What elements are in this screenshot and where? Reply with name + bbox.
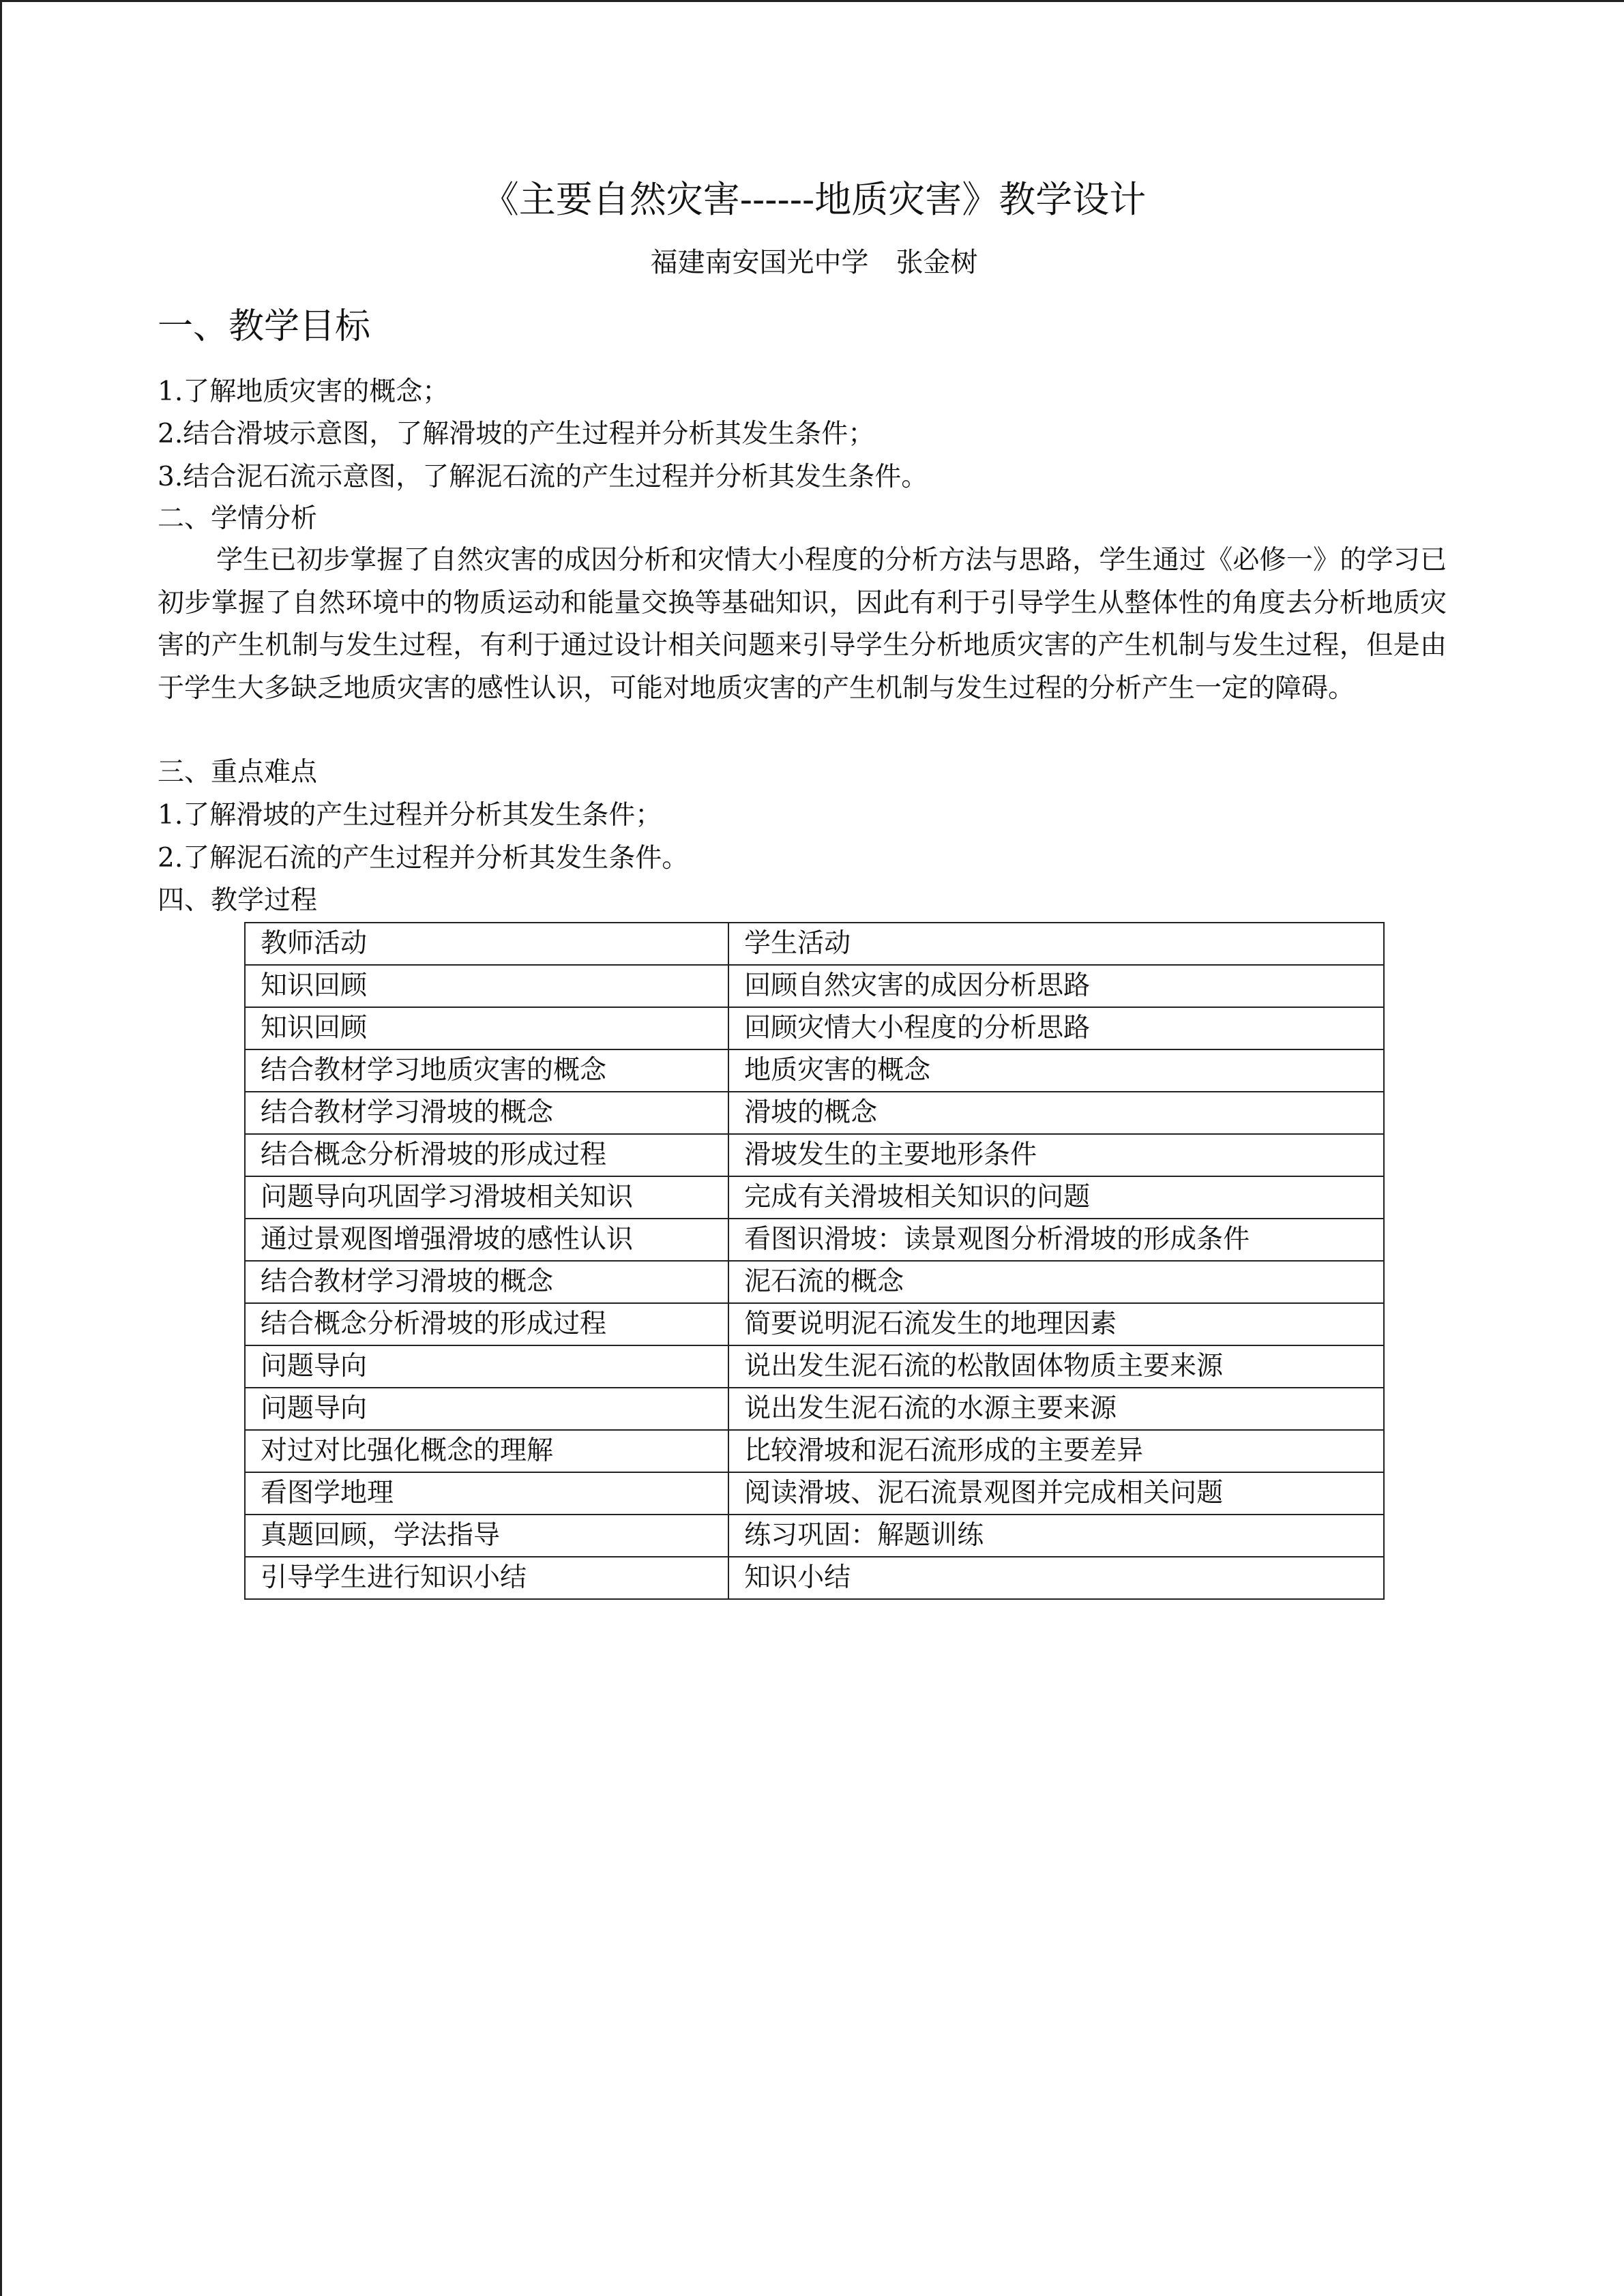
- teacher-activity-cell: 结合概念分析滑坡的形成过程: [245, 1303, 728, 1345]
- document-author: 福建南安国光中学 张金树: [650, 247, 978, 278]
- key-point-item: 2.了解泥石流的产生过程并分析其发生条件。: [158, 843, 689, 874]
- teacher-activity-cell: 看图学地理: [245, 1472, 728, 1515]
- table-header-student: 学生活动: [728, 923, 1384, 965]
- teacher-activity-cell: 结合教材学习地质灾害的概念: [245, 1049, 728, 1092]
- teacher-activity-cell: 问题导向巩固学习滑坡相关知识: [245, 1176, 728, 1219]
- student-activity-cell: 完成有关滑坡相关知识的问题: [728, 1176, 1384, 1219]
- student-activity-cell: 滑坡发生的主要地形条件: [728, 1134, 1384, 1176]
- table-row: [245, 1134, 1384, 1176]
- teacher-activity-cell: 引导学生进行知识小结: [245, 1557, 728, 1599]
- key-point-item: 1.了解滑坡的产生过程并分析其发生条件；: [158, 800, 662, 831]
- section-heading-analysis: 二、学情分析: [158, 503, 318, 534]
- teacher-activity-cell: 问题导向: [245, 1345, 728, 1388]
- objective-item: 3.结合泥石流示意图，了解泥石流的产生过程并分析其发生条件。: [158, 462, 928, 492]
- teacher-activity-cell: 结合概念分析滑坡的形成过程: [245, 1134, 728, 1176]
- student-activity-cell: 阅读滑坡、泥石流景观图并完成相关问题: [728, 1472, 1384, 1515]
- student-activity-cell: 地质灾害的概念: [728, 1049, 1384, 1092]
- table-row: [245, 1261, 1384, 1303]
- teacher-activity-cell: 结合教材学习滑坡的概念: [245, 1261, 728, 1303]
- student-activity-cell: 比较滑坡和泥石流形成的主要差异: [728, 1430, 1384, 1472]
- analysis-paragraph: 学生已初步掌握了自然灾害的成因分析和灾情大小程度的分析方法与思路，学生通过《必修一》的学习已初步掌握了自然环境中的物质运动和能量交换等基础知识，因此有利于引导学生从整体性的角度去分析地质灾害的产生机制与发生过程，有利于通过设计相关问题来引导学生分析地质灾害的产生机制与发生过程，但是由于学生大多缺乏地质灾害的感性认识，可能对地质灾害的产生机制与发生过程的分析产生一定的障碍。: [158, 545, 1447, 704]
- table-row: [245, 965, 1384, 1007]
- section-heading-process: 四、教学过程: [158, 885, 318, 916]
- student-activity-cell: 看图识滑坡：读景观图分析滑坡的形成条件: [728, 1219, 1384, 1261]
- teaching-process-table: [244, 922, 1385, 1600]
- objective-item: 2.结合滑坡示意图，了解滑坡的产生过程并分析其发生条件；: [158, 419, 875, 449]
- student-activity-cell: 练习巩固：解题训练: [728, 1515, 1384, 1557]
- table-row: [245, 1515, 1384, 1557]
- table-row: [245, 1303, 1384, 1345]
- table-row: [245, 1007, 1384, 1049]
- table-row: [245, 1557, 1384, 1599]
- student-activity-cell: 说出发生泥石流的松散固体物质主要来源: [728, 1345, 1384, 1388]
- table-row: [245, 1049, 1384, 1092]
- section-heading-key-points: 三、重点难点: [158, 757, 318, 788]
- section-heading-objectives: 一、教学目标: [158, 306, 371, 347]
- objective-item: 1.了解地质灾害的概念；: [158, 376, 449, 407]
- teacher-activity-cell: 通过景观图增强滑坡的感性认识: [245, 1219, 728, 1261]
- student-activity-cell: 知识小结: [728, 1557, 1384, 1599]
- table-row: [245, 1219, 1384, 1261]
- table-row: [245, 1092, 1384, 1134]
- teacher-activity-cell: 结合教材学习滑坡的概念: [245, 1092, 728, 1134]
- teacher-activity-cell: 真题回顾，学法指导: [245, 1515, 728, 1557]
- teacher-activity-cell: 对过对比强化概念的理解: [245, 1430, 728, 1472]
- table-row: [245, 1430, 1384, 1472]
- student-activity-cell: 回顾灾情大小程度的分析思路: [728, 1007, 1384, 1049]
- student-activity-cell: 说出发生泥石流的水源主要来源: [728, 1388, 1384, 1430]
- table-row: [245, 1388, 1384, 1430]
- table-row: [245, 1176, 1384, 1219]
- student-activity-cell: 回顾自然灾害的成因分析思路: [728, 965, 1384, 1007]
- student-activity-cell: 滑坡的概念: [728, 1092, 1384, 1134]
- student-activity-cell: 泥石流的概念: [728, 1261, 1384, 1303]
- student-activity-cell: 简要说明泥石流发生的地理因素: [728, 1303, 1384, 1345]
- table-row: [245, 1472, 1384, 1515]
- table-header-row: [245, 923, 1384, 965]
- teacher-activity-cell: 问题导向: [245, 1388, 728, 1430]
- table-header-teacher: 教师活动: [245, 923, 728, 965]
- teacher-activity-cell: 知识回顾: [245, 965, 728, 1007]
- teacher-activity-cell: 知识回顾: [245, 1007, 728, 1049]
- document-title: 《主要自然灾害------地质灾害》教学设计: [482, 178, 1147, 221]
- table-row: [245, 1345, 1384, 1388]
